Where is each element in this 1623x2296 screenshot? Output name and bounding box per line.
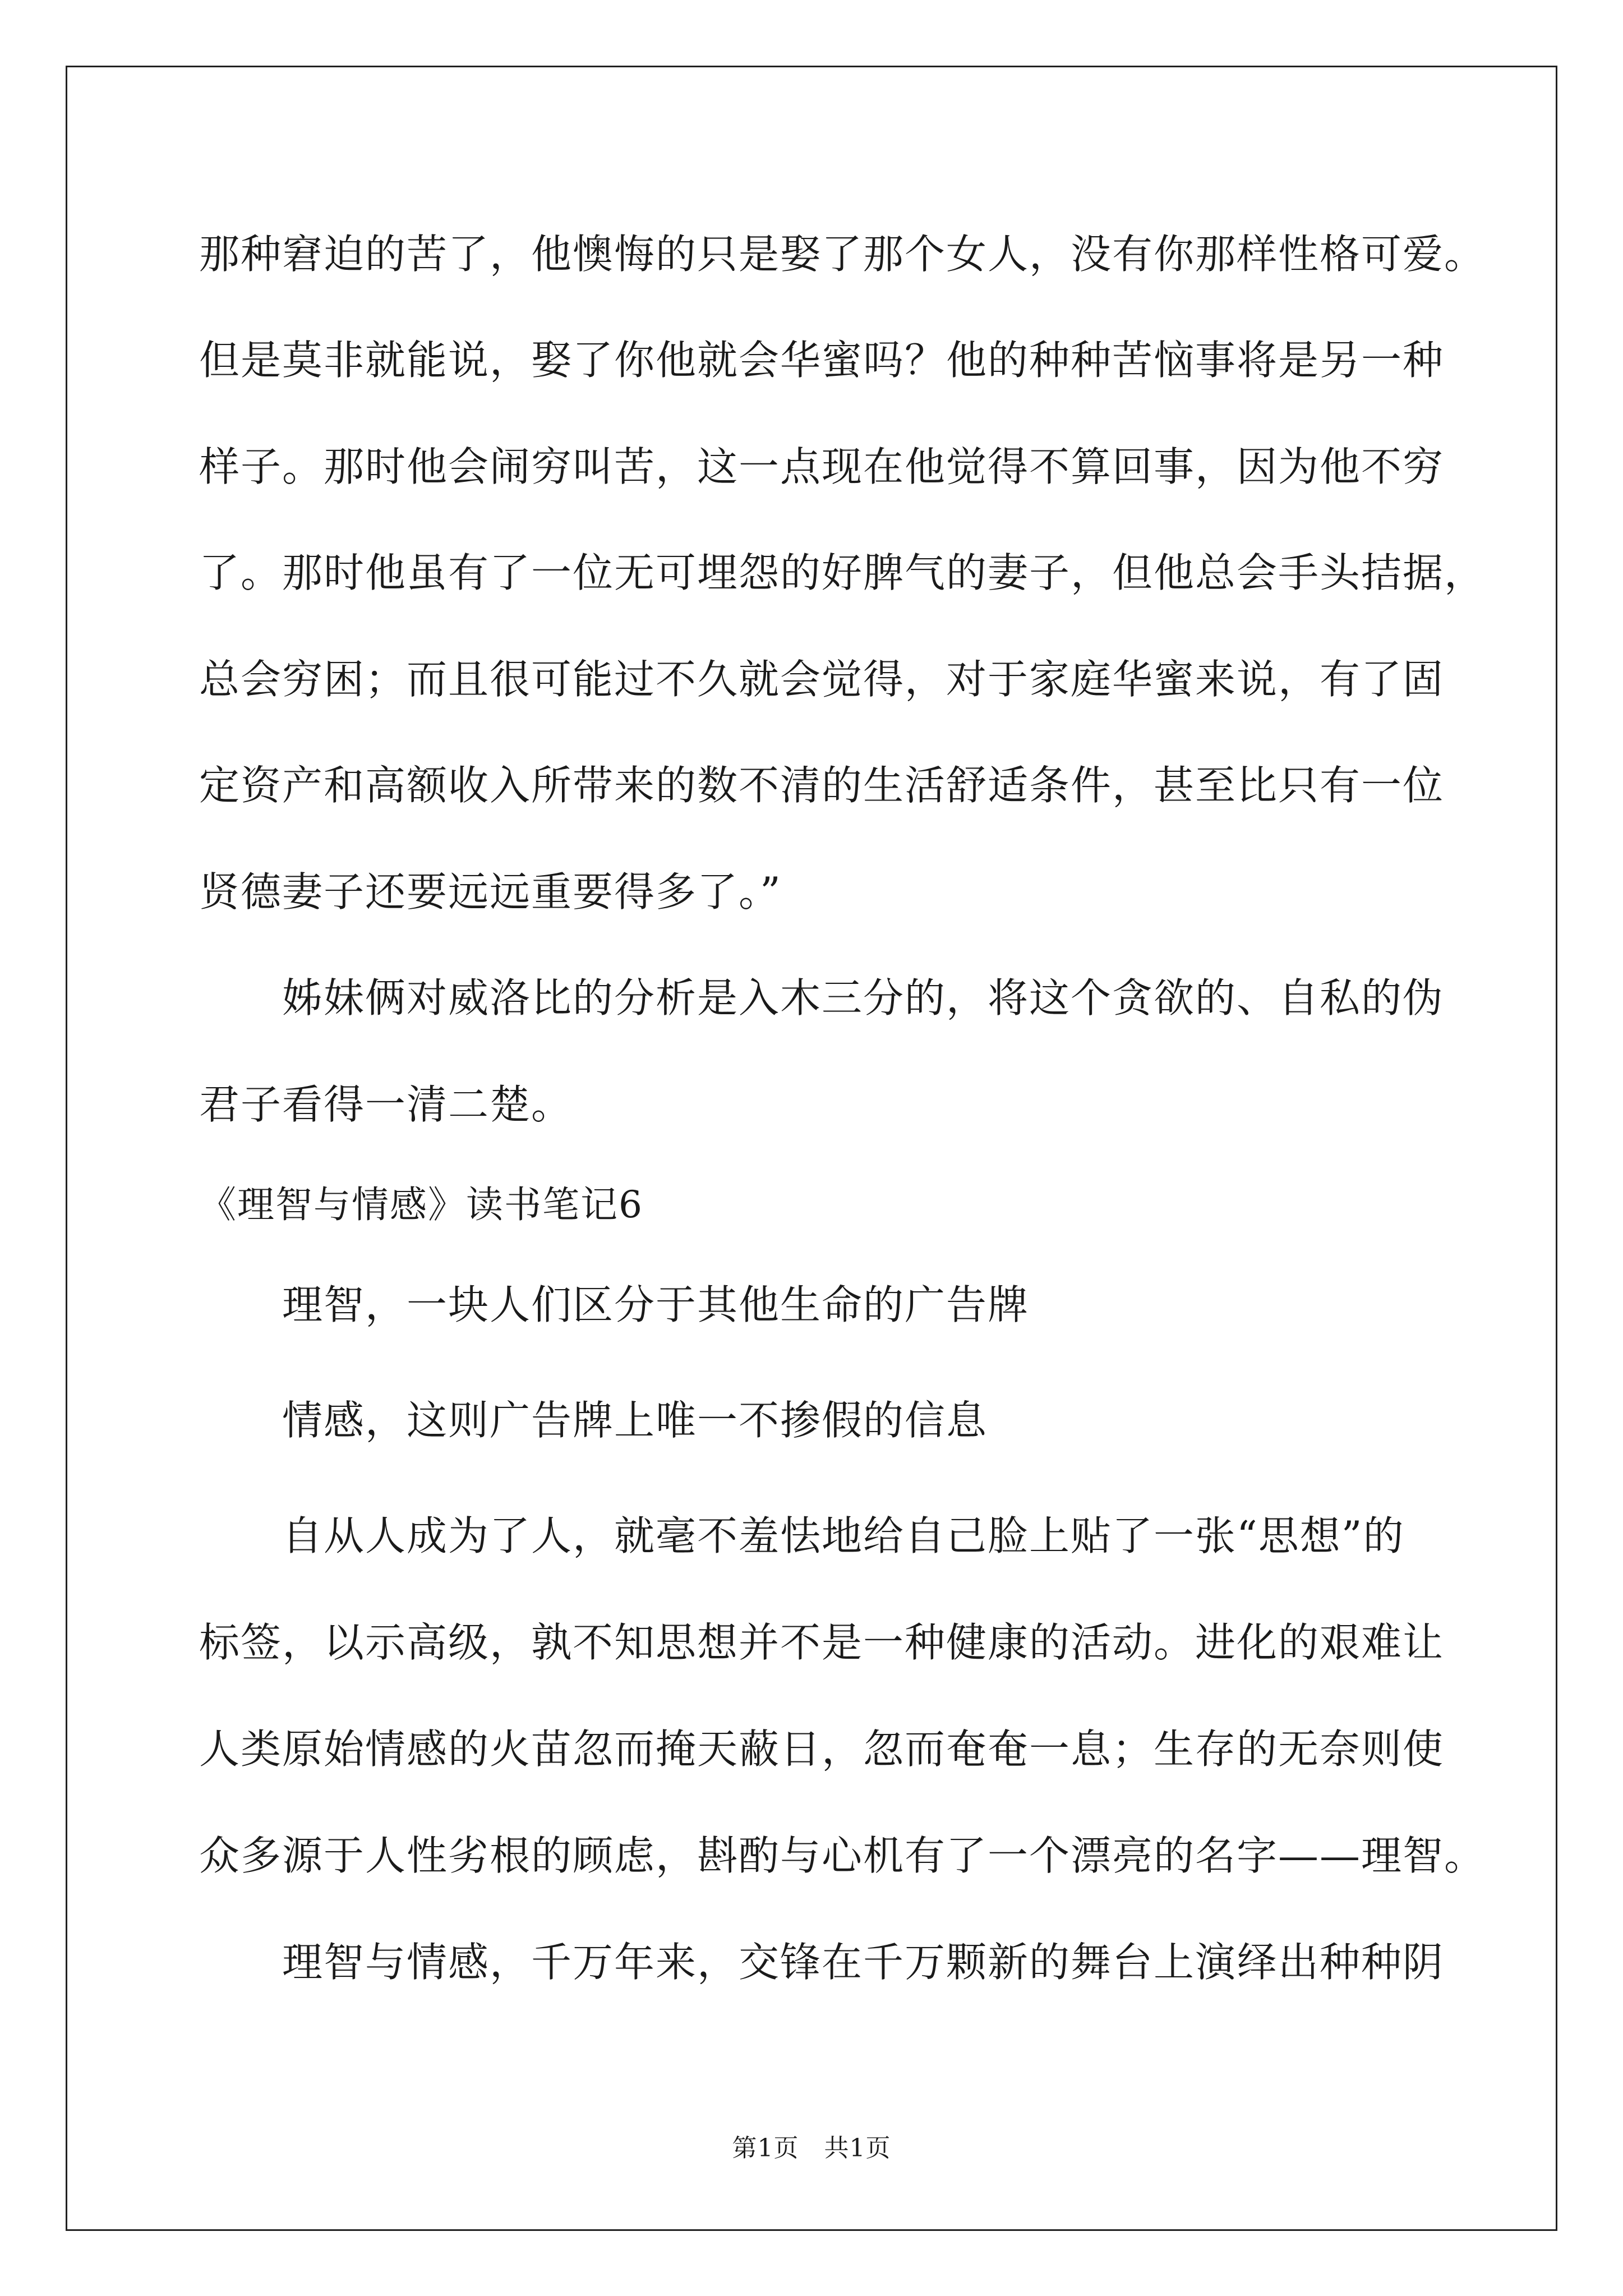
page-border <box>66 66 1557 2231</box>
section-heading: 《理智与情感》读书笔记6 <box>199 1183 643 1226</box>
text-line: 总会穷困；而且很可能过不久就会觉得，对于家庭华蜜来说，有了固 <box>199 656 1445 703</box>
text-line: 定资产和高额收入所带来的数不清的生活舒适条件，甚至比只有一位 <box>199 762 1445 809</box>
text-line: 贤德妻子还要远远重要得多了。” <box>199 868 782 915</box>
text-line: 君子看得一清二楚。 <box>199 1081 573 1128</box>
paragraph-start: 理智，一块人们区分于其他生命的广告牌 <box>282 1281 1030 1328</box>
text-line: 样子。那时他会闹穷叫苦，这一点现在他觉得不算回事，因为他不穷 <box>199 443 1445 490</box>
text-line: 但是莫非就能说，娶了你他就会华蜜吗？他的种种苦恼事将是另一种 <box>199 337 1445 384</box>
text-line: 标签，以示高级，孰不知思想并不是一种健康的活动。进化的艰难让 <box>199 1619 1445 1666</box>
paragraph-start: 自从人成为了人，就毫不羞怯地给自己脸上贴了一张“思想”的 <box>282 1512 1405 1559</box>
text-line: 人类原始情感的火苗忽而掩天蔽日，忽而奄奄一息；生存的无奈则使 <box>199 1726 1445 1773</box>
text-line: 众多源于人性劣根的顾虑，斟酌与心机有了一个漂亮的名字——理智。 <box>199 1832 1486 1879</box>
page-number: 第1页 共1页 <box>732 2134 891 2162</box>
text-line: 那种窘迫的苦了，他懊悔的只是娶了那个女人，没有你那样性格可爱。 <box>199 231 1486 278</box>
paragraph-start: 姊妹俩对威洛比的分析是入木三分的，将这个贪欲的、自私的伪 <box>282 974 1445 1022</box>
paragraph-start: 理智与情感，千万年来，交锋在千万颗新的舞台上演绎出种种阴 <box>282 1939 1445 1986</box>
paragraph-start: 情感，这则广告牌上唯一不掺假的信息 <box>282 1397 988 1444</box>
text-line: 了。那时他虽有了一位无可埋怨的好脾气的妻子，但他总会手头拮据， <box>199 549 1486 596</box>
